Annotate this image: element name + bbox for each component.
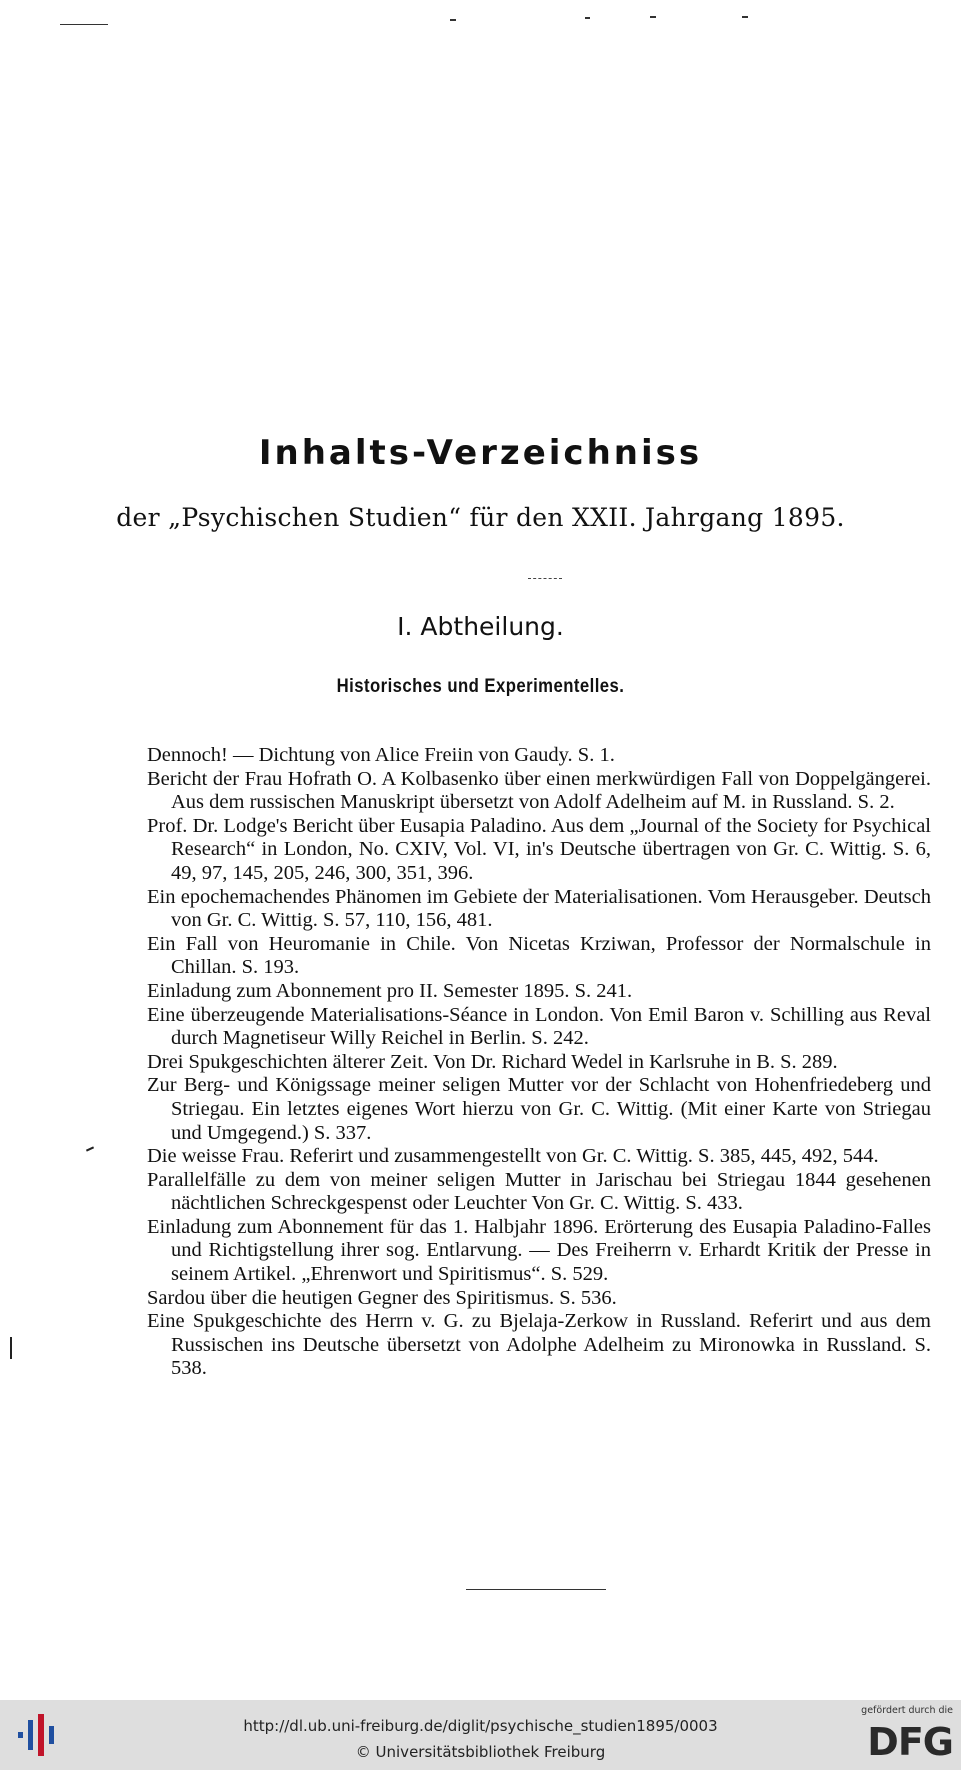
table-of-contents xyxy=(147,744,931,1381)
toc-entry: Prof. Dr. Lodge's Bericht über Eusapia Paladino. Aus dem „Journal of the Society for Psychical Research“ in London, No. CXIV, Vol. VI, in's Deutsche übertragen von Gr. C. Wittig. S. 6, 49, 97, 145, 205, 246, 300, 351, 396. xyxy=(147,814,931,884)
title-separator xyxy=(528,578,562,579)
toc-entry: Sardou über die heutigen Gegner des Spiritismus. S. 536. xyxy=(147,1286,617,1309)
toc-entry: Parallelfälle zu dem von meiner seligen Mutter in Jarischau bei Striegau 1844 gesehenen nächtlichen Schreckgespenst oder Leuchter Von Gr. C. Wittig. S. 433. xyxy=(147,1168,931,1215)
scan-speck xyxy=(650,16,656,18)
margin-mark xyxy=(86,1146,94,1151)
toc-entry: Einladung zum Abonnement für das 1. Halbjahr 1896. Erörterung des Eusapia Paladino-Falles und Richtigstellung ihrer sog. Entlarvung. — Des Freiherrn v. Erhardt Kritik der Presse in seinem Artikel. „Ehrenwort und Spiritismus“. S. 529. xyxy=(147,1215,931,1286)
viewer-footer xyxy=(0,1700,961,1770)
dfg-logo[interactable]: DFG xyxy=(867,1720,953,1764)
scan-speck xyxy=(450,19,456,21)
toc-entry: Ein epochemachendes Phänomen im Gebiete der Materialisationen. Vom Herausgeber. Deutsch von Gr. C. Wittig. S. 57, 110, 156, 481. xyxy=(147,885,931,932)
margin-mark xyxy=(10,1337,12,1359)
source-url-link[interactable]: http://dl.ub.uni-freiburg.de/diglit/psychische_studien1895/0003 xyxy=(243,1717,718,1735)
dfg-caption: gefördert durch die xyxy=(861,1705,953,1716)
toc-entry: Drei Spukgeschichten älterer Zeit. Von Dr. Richard Wedel in Karlsruhe in B. S. 289. xyxy=(147,1050,838,1073)
toc-entry: Bericht der Frau Hofrath O. A Kolbasenko über einen merkwürdigen Fall von Doppelgängerei. Aus dem russischen Manuskript übersetzt von Adolf Adelheim auf M. in Russland. S. 2. xyxy=(147,767,931,814)
document-title: Inhalts-Verzeichniss xyxy=(258,433,703,473)
toc-entry: Dennoch! — Dichtung von Alice Freiin von Gaudy. S. 1. xyxy=(147,744,615,766)
document-subtitle: der „Psychischen Studien“ für den XXII. Jahrgang 1895. xyxy=(116,503,845,532)
scan-speck xyxy=(742,16,748,18)
scan-speck xyxy=(585,17,590,19)
section-subheading: Historisches und Experimentelles. xyxy=(336,676,625,697)
toc-entry: Eine Spukgeschichte des Herrn v. G. zu Bjelaja-Zerkow in Russland. Referirt und aus dem Russischen ins Deutsche übersetzt von Adolphe Adelheim zu Mironowka in Russland. S. 538. xyxy=(147,1310,931,1380)
corner-rule xyxy=(60,24,108,25)
toc-entry: Zur Berg- und Königssage meiner seligen Mutter vor der Schlacht von Hohenfriedeberg und Striegau. Ein letztes eigenes Wort hierzu von Gr. C. Wittig. (Mit einer Karte von Striegau und Umgegend.) S. 337. xyxy=(147,1074,931,1144)
toc-entry: Ein Fall von Heuromanie in Chile. Von Nicetas Krziwan, Professor der Normalschule in Chillan. S. 193. xyxy=(147,932,931,979)
toc-entry: Die weisse Frau. Referirt und zusammengestellt von Gr. C. Wittig. S. 385, 445, 492, 544. xyxy=(147,1145,879,1168)
copyright-notice: © Universitätsbibliothek Freiburg xyxy=(355,1743,606,1761)
section-heading: I. Abtheilung. xyxy=(397,612,564,641)
toc-entry: Einladung zum Abonnement pro II. Semester 1895. S. 241. xyxy=(147,979,633,1002)
toc-entry: Eine überzeugende Materialisations-Séance in London. Von Emil Baron v. Schilling aus Reval durch Magnetiseur Willy Reichel in Berlin. S. 242. xyxy=(147,1003,931,1050)
end-rule xyxy=(466,1589,606,1590)
